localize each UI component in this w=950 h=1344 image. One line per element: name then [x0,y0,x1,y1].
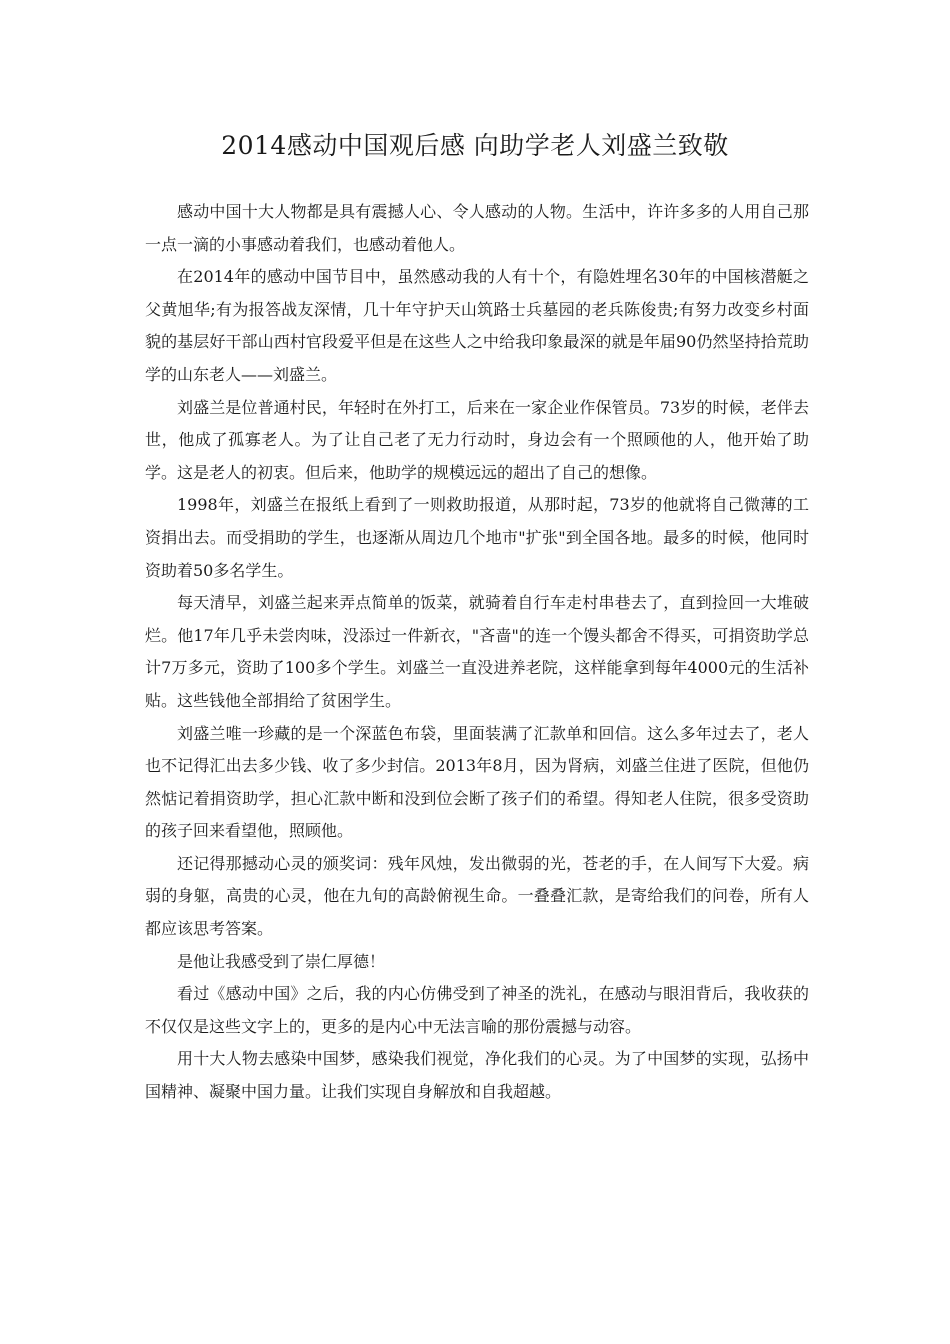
paragraph: 还记得那撼动心灵的颁奖词：残年风烛，发出微弱的光，苍老的手，在人间写下大爱。病弱的身躯，高贵的心灵，他在九旬的高龄俯视生命。一叠叠汇款，是寄给我们的问卷，所有人都应该思考答案。 [145,853,809,939]
paragraph: 在2014年的感动中国节目中，虽然感动我的人有十个，有隐姓埋名30年的中国核潜艇之父黄旭华;有为报答战友深情，几十年守护天山筑路士兵墓园的老兵陈俊贵;有努力改变乡村面貌的基层好干部山西村官段爱平但是在这些人之中给我印象最深的就是年届90仍然坚持拾荒助学的山东老人——刘盛兰。 [145,267,809,384]
paragraph: 看过《感动中国》之后，我的内心仿佛受到了神圣的洗礼，在感动与眼泪背后，我收获的不仅仅是这些文字上的，更多的是内心中无法言喻的那份震撼与动容。 [145,984,809,1036]
paragraph: 是他让我感受到了崇仁厚德！ [177,951,386,971]
paragraph: 用十大人物去感染中国梦，感染我们视觉，净化我们的心灵。为了中国梦的实现，弘扬中国精神、凝聚中国力量。让我们实现自身解放和自我超越。 [145,1049,809,1102]
paragraph: 每天清早，刘盛兰起来弄点简单的饭菜，就骑着自行车走村串巷去了，直到捡回一大堆破烂。他17年几乎未尝肉味，没添过一件新衣，"吝啬"的连一个馒头都舍不得买，可捐资助学总计7万多元，资助了100多个学生。刘盛兰一直没进养老院，这样能拿到每年4000元的生活补贴。这些钱他全部捐给了贫困学生。 [145,593,809,710]
document-title: 2014感动中国观后感 向助学老人刘盛兰致敬 [221,131,729,160]
paragraph: 感动中国十大人物都是具有震撼人心、令人感动的人物。生活中，许许多多的人用自己那一点一滴的小事感动着我们，也感动着他人。 [145,202,809,254]
document-body [145,196,809,1109]
paragraph: 刘盛兰唯一珍藏的是一个深蓝色布袋，里面装满了汇款单和回信。这么多年过去了，老人也不记得汇出去多少钱、收了多少封信。2013年8月，因为肾病，刘盛兰住进了医院，但他仍然惦记着捐资助学，担心汇款中断和没到位会断了孩子们的希望。得知老人住院，很多受资助的孩子回来看望他，照顾他。 [145,723,809,841]
paragraph: 刘盛兰是位普通村民，年轻时在外打工，后来在一家企业作保管员。73岁的时候，老伴去世，他成了孤寡老人。为了让自己老了无力行动时，身边会有一个照顾他的人，他开始了助学。这是老人的初衷。但后来，他助学的规模远远的超出了自己的想像。 [145,397,809,482]
paragraph: 1998年，刘盛兰在报纸上看到了一则救助报道，从那时起，73岁的他就将自己微薄的工资捐出去。而受捐助的学生，也逐渐从周边几个地市"扩张"到全国各地。最多的时候，他同时资助着50多名学生。 [145,495,809,580]
